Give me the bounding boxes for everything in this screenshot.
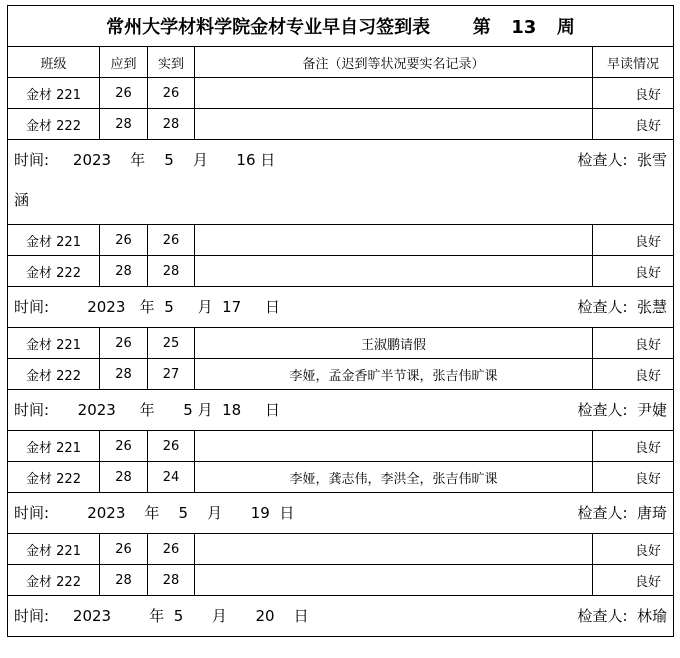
table-row [8,359,674,390]
class-cell: 金材 222 [8,109,100,140]
class-cell: 金材 222 [8,256,100,287]
expected-cell: 26 [100,431,148,462]
actual-cell: 25 [148,328,195,359]
time-row [8,493,674,534]
time-row [8,596,674,637]
time-row [8,390,674,431]
remarks-cell [195,565,593,596]
header-actual: 实到 [148,47,195,78]
attendance-sheet [7,5,673,637]
week-number: 13 [511,17,537,38]
actual-cell: 24 [148,462,195,493]
remarks-cell [195,225,593,256]
time-row [8,140,674,225]
actual-cell: 26 [148,78,195,109]
table-row [8,109,674,140]
time-text: 时间: 2023 年 5 月 17 日 [14,298,281,316]
time-row [8,287,674,328]
status-cell: 良好 [593,225,674,256]
actual-cell: 28 [148,109,195,140]
actual-cell: 26 [148,225,195,256]
checker-overflow-text: 涵 [14,191,30,209]
table-row [8,225,674,256]
table-row [8,78,674,109]
header-row [8,47,674,78]
time-text: 时间: 2023 年 5 月 19 日 [14,504,295,522]
title-text: 常州大学材料学院金材专业早自习签到表 [106,17,431,38]
time-cell [8,140,674,225]
status-cell: 良好 [593,565,674,596]
class-cell: 金材 221 [8,225,100,256]
sheet-title [8,6,674,47]
class-cell: 金材 221 [8,78,100,109]
expected-cell: 28 [100,256,148,287]
checker-text: 检查人: 张雪 [577,151,668,169]
time-cell [8,287,674,328]
actual-cell: 27 [148,359,195,390]
table-row [8,431,674,462]
time-cell [8,596,674,637]
checker-text: 检查人: 林瑜 [577,607,668,625]
time-cell [8,390,674,431]
class-cell: 金材 221 [8,534,100,565]
week-prefix: 第 [472,17,491,38]
actual-cell: 28 [148,565,195,596]
checker-text: 检查人: 张慧 [577,298,668,316]
checker-text: 检查人: 尹婕 [577,401,668,419]
actual-cell: 26 [148,534,195,565]
remarks-cell [195,431,593,462]
class-cell: 金材 221 [8,328,100,359]
table-row [8,328,674,359]
time-cell [8,493,674,534]
status-cell: 良好 [593,78,674,109]
actual-cell: 28 [148,256,195,287]
header-expected: 应到 [100,47,148,78]
week-suffix: 周 [556,17,575,38]
expected-cell: 28 [100,462,148,493]
attendance-table [7,5,674,637]
status-cell: 良好 [593,328,674,359]
remarks-cell: 李娅，龚志伟，李洪全，张吉伟旷课 [195,462,593,493]
time-text: 时间: 2023 年 5 月 20 日 [14,607,309,625]
status-cell: 良好 [593,462,674,493]
class-cell: 金材 222 [8,565,100,596]
expected-cell: 26 [100,225,148,256]
table-row [8,565,674,596]
header-remarks: 备注（迟到等状况要实名记录） [195,47,593,78]
expected-cell: 26 [100,328,148,359]
table-row [8,534,674,565]
expected-cell: 28 [100,359,148,390]
expected-cell: 26 [100,534,148,565]
expected-cell: 28 [100,109,148,140]
table-row [8,256,674,287]
header-class: 班级 [8,47,100,78]
remarks-cell [195,534,593,565]
remarks-cell [195,78,593,109]
class-cell: 金材 222 [8,359,100,390]
remarks-cell [195,256,593,287]
remarks-cell [195,109,593,140]
class-cell: 金材 222 [8,462,100,493]
remarks-cell: 李娅，孟金香旷半节课，张吉伟旷课 [195,359,593,390]
expected-cell: 28 [100,565,148,596]
remarks-cell: 王淑鹏请假 [195,328,593,359]
header-status: 早读情况 [593,47,674,78]
status-cell: 良好 [593,109,674,140]
expected-cell: 26 [100,78,148,109]
time-text: 时间: 2023 年 5 月 18 日 [14,401,281,419]
status-cell: 良好 [593,431,674,462]
status-cell: 良好 [593,359,674,390]
actual-cell: 26 [148,431,195,462]
status-cell: 良好 [593,256,674,287]
time-text: 时间: 2023 年 5 月 16 日 [14,151,276,169]
table-row [8,462,674,493]
checker-text: 检查人: 唐琦 [577,504,668,522]
status-cell: 良好 [593,534,674,565]
class-cell: 金材 221 [8,431,100,462]
